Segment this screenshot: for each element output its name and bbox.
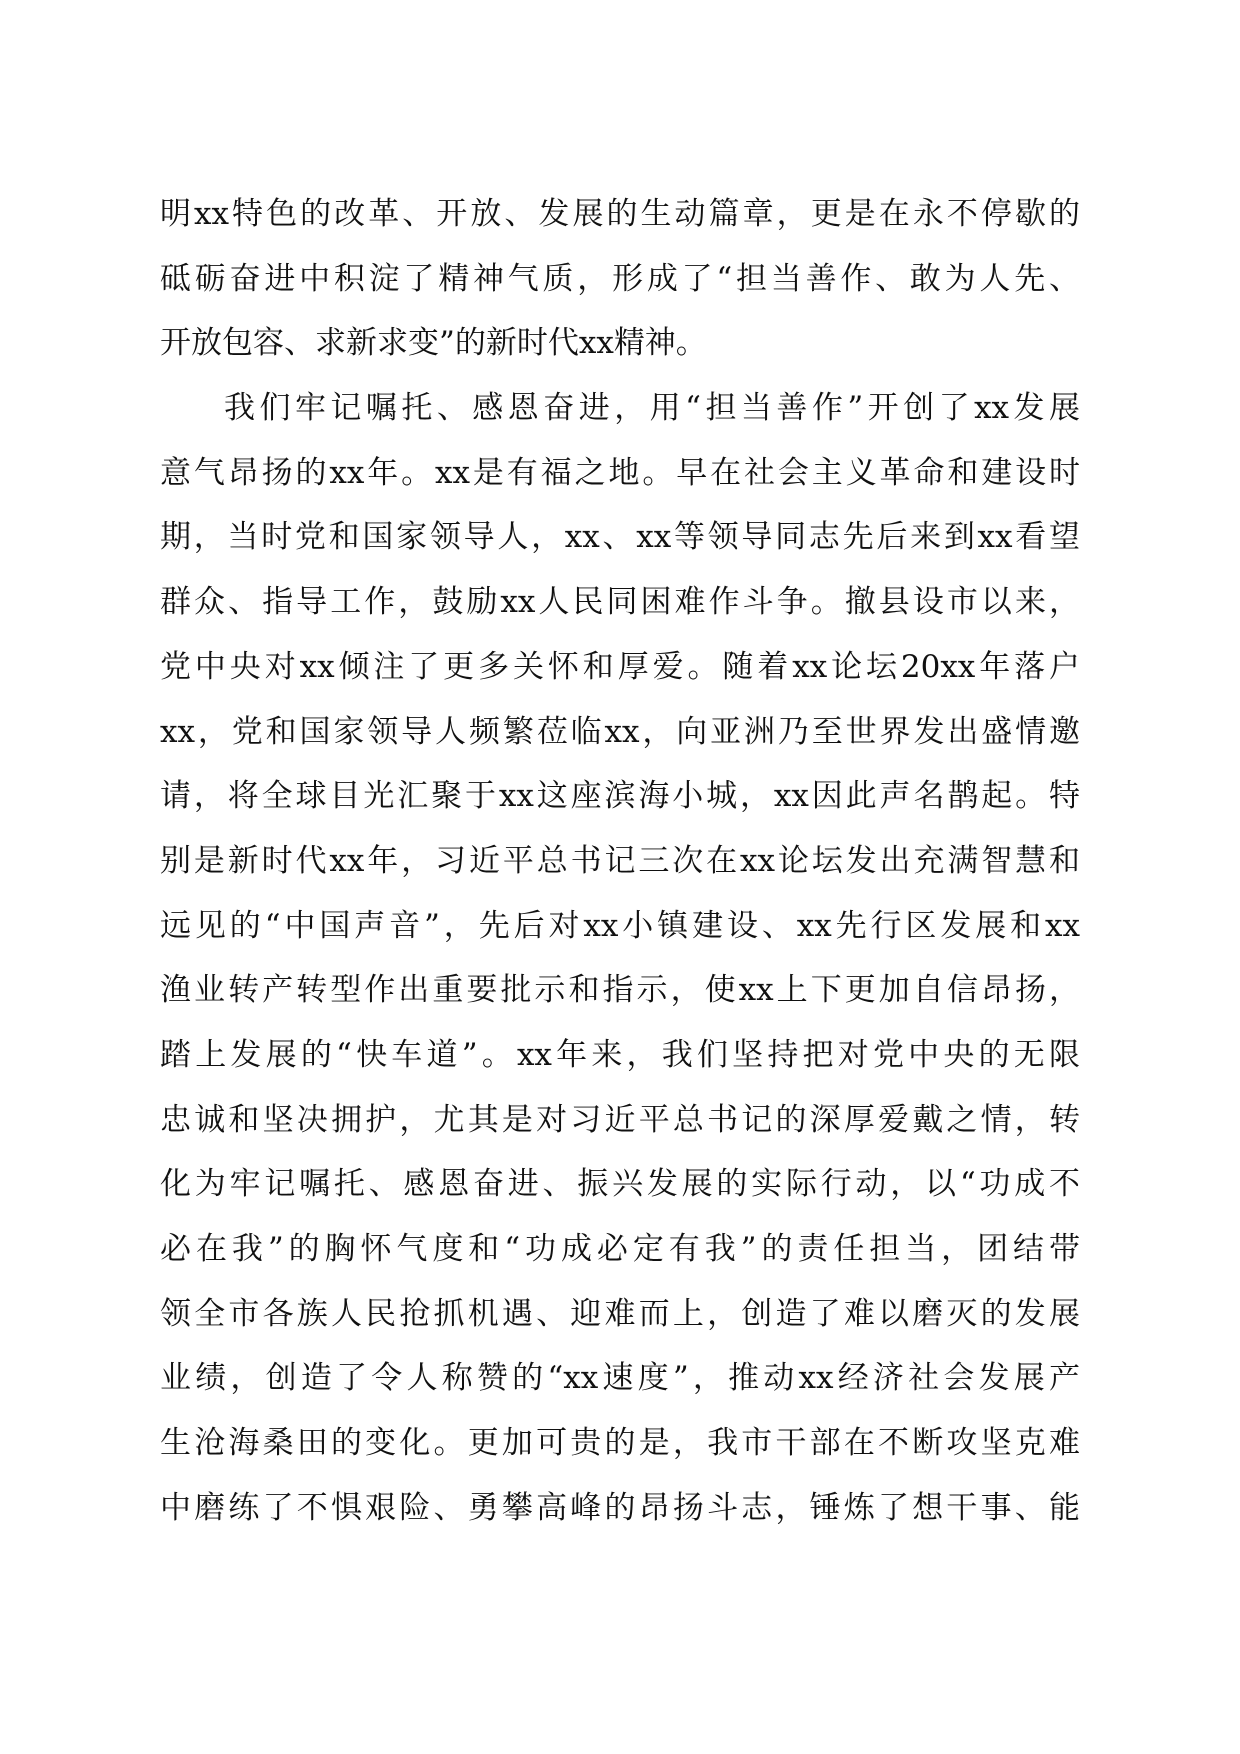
text-line: 化为牢记嘱托、感恩奋进、振兴发展的实际行动，以“功成不 bbox=[160, 1166, 1080, 1203]
text-line: 意气昂扬的xx年。xx是有福之地。早在社会主义革命和建设时 bbox=[160, 454, 1080, 491]
text-line: 踏上发展的“快车道”。xx年来，我们坚持把对党中央的无限 bbox=[160, 1036, 1080, 1073]
body-text bbox=[160, 182, 1080, 1540]
text-line: 领全市各族人民抢抓机遇、迎难而上，创造了难以磨灭的发展 bbox=[160, 1295, 1080, 1332]
text-line: 必在我”的胸怀气度和“功成必定有我”的责任担当，团结带 bbox=[160, 1231, 1080, 1267]
paragraph-first-line: 我们牢记嘱托、感恩奋进，用“担当善作”开创了xx发展 bbox=[224, 390, 1080, 427]
text-line: 远见的“中国声音”，先后对xx小镇建设、xx先行区发展和xx bbox=[160, 907, 1080, 944]
text-line: 忠诚和坚决拥护，尤其是对习近平总书记的深厚爱戴之情，转 bbox=[160, 1101, 1080, 1138]
text-line: 砥砺奋进中积淀了精神气质，形成了“担当善作、敢为人先、 bbox=[160, 260, 1080, 297]
text-line: 党中央对xx倾注了更多关怀和厚爱。随着xx论坛20xx年落户 bbox=[160, 648, 1080, 685]
text-line: 明xx特色的改革、开放、发展的生动篇章，更是在永不停歇的 bbox=[160, 196, 1080, 232]
text-line: 请，将全球目光汇聚于xx这座滨海小城，xx因此声名鹊起。特 bbox=[160, 778, 1080, 815]
text-line: xx，党和国家领导人频繁莅临xx，向亚洲乃至世界发出盛情邀 bbox=[160, 713, 1080, 750]
text-line: 期，当时党和国家领导人，xx、xx等领导同志先后来到xx看望 bbox=[160, 519, 1080, 556]
text-line: 生沧海桑田的变化。更加可贵的是，我市干部在不断攻坚克难 bbox=[160, 1425, 1080, 1462]
text-line: 群众、指导工作，鼓励xx人民同困难作斗争。撤县设市以来， bbox=[160, 584, 1080, 621]
text-line: 业绩，创造了令人称赞的“xx速度”，推动xx经济社会发展产 bbox=[160, 1360, 1080, 1397]
text-line: 中磨练了不惧艰险、勇攀高峰的昂扬斗志，锤炼了想干事、能 bbox=[160, 1489, 1080, 1526]
text-line: 开放包容、求新求变”的新时代xx精神。 bbox=[160, 325, 707, 362]
text-line: 别是新时代xx年，习近平总书记三次在xx论坛发出充满智慧和 bbox=[160, 842, 1080, 879]
text-line: 渔业转产转型作出重要批示和指示，使xx上下更加自信昂扬， bbox=[160, 972, 1080, 1009]
